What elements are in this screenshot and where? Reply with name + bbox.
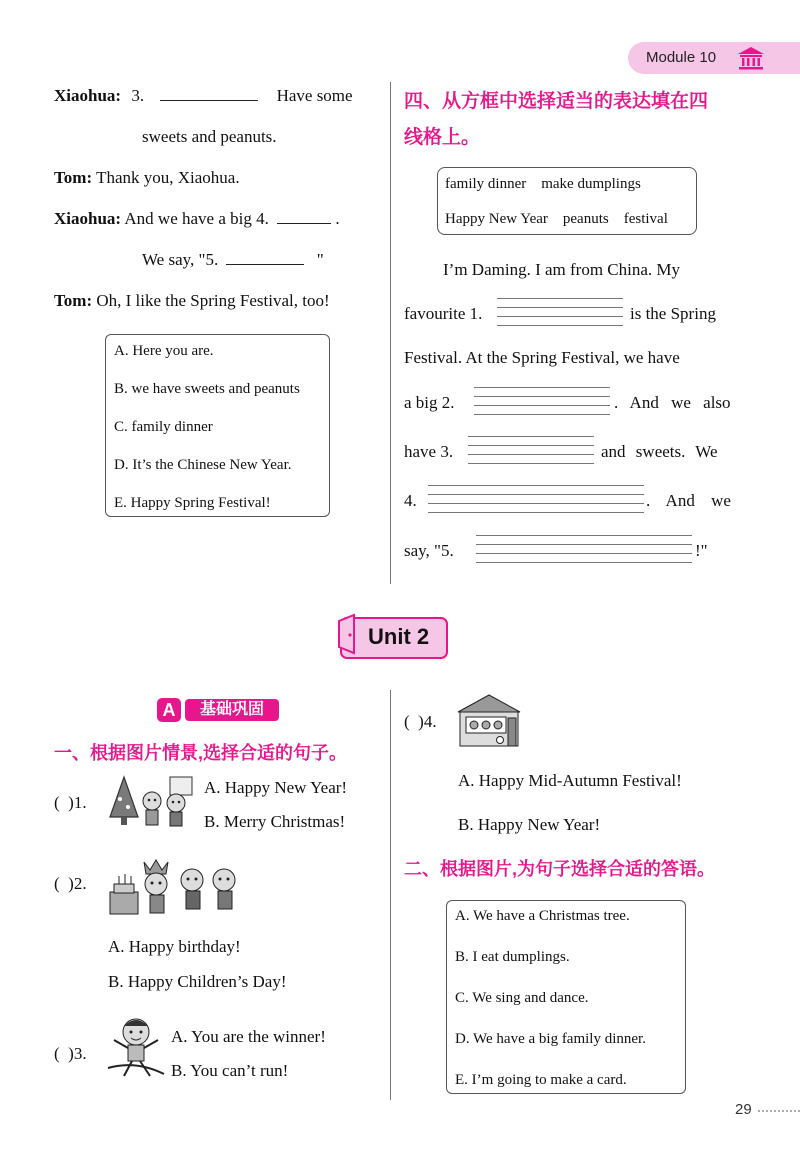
module-label: Module 10	[646, 49, 717, 66]
unit-title-badge	[340, 617, 448, 659]
four-line-blank-1[interactable]	[497, 298, 623, 326]
dialogue-line-1	[54, 86, 353, 106]
module-header	[628, 42, 800, 74]
option-item: C. family dinner	[114, 419, 213, 435]
dialogue-text: Oh, I like the Spring Festival, too!	[96, 291, 330, 310]
q4-option-b[interactable]: B. Happy New Year!	[458, 815, 601, 834]
dialogue-text: We say, "5.	[142, 250, 219, 269]
option-item: E. Happy Spring Festival!	[114, 495, 271, 511]
temple-icon	[736, 45, 766, 71]
dialogue-text: 3.	[131, 86, 145, 105]
q1-number[interactable]: ( )1.	[54, 793, 87, 812]
word-box-row: Happy New Year peanuts festival	[445, 211, 668, 227]
option-item: B. we have sweets and peanuts	[114, 381, 300, 397]
four-line-blank-4[interactable]	[428, 485, 644, 513]
answer-option: A. We have a Christmas tree.	[455, 908, 630, 924]
badge-text: 基础巩固	[185, 699, 279, 721]
speaker-xiaohua: Xiaohua:	[54, 86, 122, 105]
q2-option-b[interactable]: B. Happy Children’s Day!	[108, 972, 287, 991]
section-1-title: 一、根据图片情景,选择合适的句子。	[54, 743, 347, 763]
door-icon	[336, 613, 360, 655]
section-title-line: 四、从方框中选择适当的表达填在四	[404, 91, 709, 112]
word-box-row: family dinner make dumplings	[445, 176, 641, 192]
badge-letter: A	[157, 698, 181, 722]
options-box	[105, 334, 330, 517]
section-4-title	[404, 84, 708, 156]
dialogue-line-4	[54, 209, 340, 229]
passage-line-5b: and sweets. We	[601, 442, 718, 461]
passage-line-6a: 4.	[404, 491, 417, 510]
speaker-tom: Tom:	[54, 291, 93, 310]
dialogue-line-2	[142, 127, 277, 147]
q2-number[interactable]: ( )2.	[54, 874, 87, 893]
section-title-line: 线格上。	[404, 127, 481, 148]
q4-number[interactable]: ( )4.	[404, 712, 437, 731]
house-window-image	[452, 692, 526, 748]
passage-line-2b: is the Spring	[630, 304, 716, 323]
passage-line-2a: favourite 1.	[404, 304, 483, 323]
answer-option: E. I’m going to make a card.	[455, 1072, 627, 1088]
option-item: A. Here you are.	[114, 343, 214, 359]
speaker-tom: Tom:	[54, 168, 93, 187]
dialogue-text: "	[316, 250, 324, 269]
dialogue-text: And we have a big 4.	[124, 209, 269, 228]
passage-line-4a: a big 2.	[404, 393, 455, 412]
running-boy-image	[106, 1016, 166, 1082]
dialogue-text: Have some	[276, 86, 353, 105]
passage-line-7a: say, "5.	[404, 541, 454, 560]
four-line-blank-2[interactable]	[474, 387, 610, 415]
passage-line-5a: have 3.	[404, 442, 454, 461]
answer-blank[interactable]	[160, 100, 258, 101]
dialogue-line-3	[54, 168, 240, 188]
q1-option-a[interactable]: A. Happy New Year!	[204, 778, 348, 797]
answer-option: B. I eat dumplings.	[455, 949, 570, 965]
speaker-xiaohua: Xiaohua:	[54, 209, 122, 228]
q3-option-b[interactable]: B. You can’t run!	[171, 1061, 289, 1080]
answer-blank[interactable]	[226, 264, 304, 265]
four-line-blank-3[interactable]	[468, 436, 594, 464]
page-number: 29	[735, 1101, 752, 1118]
answer-option: C. We sing and dance.	[455, 990, 589, 1006]
column-divider-top	[390, 82, 391, 584]
section-badge	[157, 698, 281, 722]
passage-line-6b: . And we	[646, 491, 731, 510]
four-line-blank-5[interactable]	[476, 535, 692, 563]
word-box	[437, 167, 697, 235]
q2-option-a[interactable]: A. Happy birthday!	[108, 937, 241, 956]
passage-line-1: I’m Daming. I am from China. My	[443, 260, 681, 279]
christmas-scene-image	[106, 773, 196, 833]
unit-title: Unit 2	[368, 624, 430, 649]
dialogue-line-6	[54, 291, 330, 311]
q1-option-b[interactable]: B. Merry Christmas!	[204, 812, 346, 831]
answer-options-box	[446, 900, 686, 1094]
passage-line-4b: . And we also	[614, 393, 731, 412]
option-item: D. It’s the Chinese New Year.	[114, 457, 292, 473]
dialogue-text: sweets and peanuts.	[142, 127, 277, 146]
answer-blank[interactable]	[277, 223, 331, 224]
footer-dots	[758, 1110, 800, 1115]
birthday-scene-image	[106, 856, 236, 918]
dialogue-text: Thank you, Xiaohua.	[96, 168, 240, 187]
answer-option: D. We have a big family dinner.	[455, 1031, 646, 1047]
column-divider-bottom	[390, 690, 391, 1100]
q3-number[interactable]: ( )3.	[54, 1044, 87, 1063]
passage-line-3: Festival. At the Spring Festival, we have	[404, 348, 680, 367]
q4-option-a[interactable]: A. Happy Mid-Autumn Festival!	[458, 771, 682, 790]
q3-option-a[interactable]: A. You are the winner!	[171, 1027, 326, 1046]
dialogue-text: .	[335, 209, 340, 228]
section-2-title: 二、根据图片,为句子选择合适的答语。	[404, 859, 715, 879]
dialogue-line-5	[142, 250, 324, 270]
passage-line-7b: !"	[695, 541, 708, 560]
